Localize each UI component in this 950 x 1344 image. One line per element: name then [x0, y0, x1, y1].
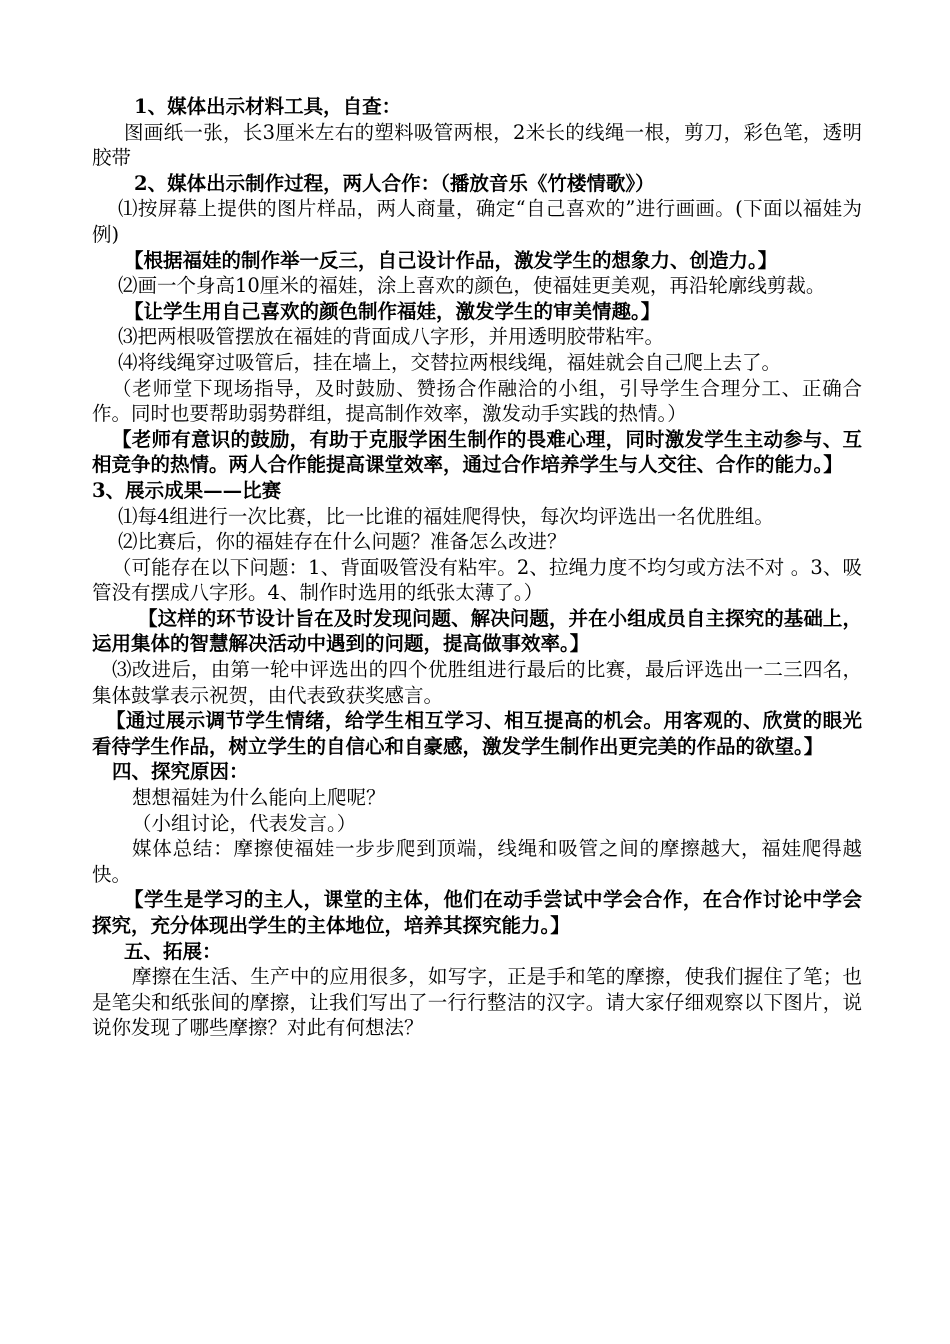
note-showcase: 【通过展示调节学生情绪，给学生相互学习、相互提高的机会。用客观的、欣赏的眼光看待学生作品，树立学生的自信心和自豪感，激发学生制作出更完美的作品的欲望。】	[92, 709, 862, 758]
contest-3: ⑶改进后，由第一轮中评选出的四个优胜组进行最后的比赛，最后评选出一二三四名，集体鼓掌表示祝贺，由代表致获奖感言。	[92, 658, 862, 707]
note-step-2: 【让学生用自己喜欢的颜色制作福娃，激发学生的审美情趣。】	[124, 299, 661, 323]
explore-discussion: （小组讨论，代表发言。）	[132, 811, 357, 835]
note-step-1: 【根据福娃的制作举一反三，自己设计作品，激发学生的想象力、创造力。】	[124, 248, 778, 272]
step-4: ⑷将线绳穿过吸管后，挂在墙上，交替拉两根线绳，福娃就会自己爬上去了。	[118, 350, 782, 374]
heading-explore: 四、探究原因：	[112, 760, 249, 784]
note-teacher: 【老师有意识的鼓励，有助于克服学困生制作的畏难心理，同时激发学生主动参与、互相竞争的热情。两人合作能提高课堂效率，通过合作培养学生与人交往、合作的能力。】	[92, 427, 862, 477]
explore-question: 想想福娃为什么能向上爬呢？	[132, 786, 386, 810]
heading-materials: 1、媒体出示材料工具，自查：	[134, 95, 402, 118]
media-summary: 媒体总结：摩擦使福娃一步步爬到顶端，线绳和吸管之间的摩擦越大，福娃爬得越快。	[92, 837, 862, 886]
extend-text: 摩擦在生活、生产中的应用很多，如写字，正是手和笔的摩擦，使我们握住了笔；也是笔尖和纸张间的摩擦，让我们写出了一行行整洁的汉字。请大家仔细观察以下图片，说说你发现了哪些摩擦？对此有何想法？	[92, 965, 862, 1040]
heading-process: 2、媒体出示制作过程，两人合作：（播放音乐《竹楼情歌》）	[134, 171, 655, 195]
materials-list: 图画纸一张，长3厘米左右的塑料吸管两根，2米长的线绳一根，剪刀，彩色笔，透明胶带	[92, 120, 862, 170]
note-problems: 【这样的环节设计旨在及时发现问题、解决问题，并在小组成员自主探究的基础上，运用集体的智慧解决活动中遇到的问题，提高做事效率。】	[92, 606, 862, 656]
teacher-guidance: （老师堂下现场指导，及时鼓励、赞扬合作融洽的小组，引导学生合理分工、正确合作。同时也要帮助弱势群组，提高制作效率，激发动手实践的热情。）	[92, 376, 862, 426]
note-explore: 【学生是学习的主人，课堂的主体，他们在动手尝试中学会合作，在合作讨论中学会探究，充分体现出学生的主体地位，培养其探究能力。】	[92, 888, 862, 937]
heading-results: 3、展示成果——比赛	[92, 478, 282, 502]
step-2: ⑵画一个身高10厘米的福娃，涂上喜欢的颜色，使福娃更美观，再沿轮廓线剪裁。	[118, 274, 826, 298]
contest-1: ⑴每4组进行一次比赛，比一比谁的福娃爬得快，每次均评选出一名优胜组。	[118, 504, 774, 528]
contest-2: ⑵比赛后，你的福娃存在什么问题？准备怎么改进？	[118, 530, 567, 554]
step-1: ⑴按屏幕上提供的图片样品，两人商量，确定“自己喜欢的”进行画画。(下面以福娃为例)	[92, 197, 862, 246]
step-3: ⑶把两根吸管摆放在福娃的背面成八字形，并用透明胶带粘牢。	[118, 325, 665, 349]
heading-extend: 五、拓展：	[124, 939, 222, 963]
document-body	[92, 94, 862, 1041]
possible-problems: （可能存在以下问题：1、背面吸管没有粘牢。2、拉绳力度不均匀或方法不对 。3、吸管没有摆成八字形。4、制作时选用的纸张太薄了。）	[92, 555, 862, 605]
